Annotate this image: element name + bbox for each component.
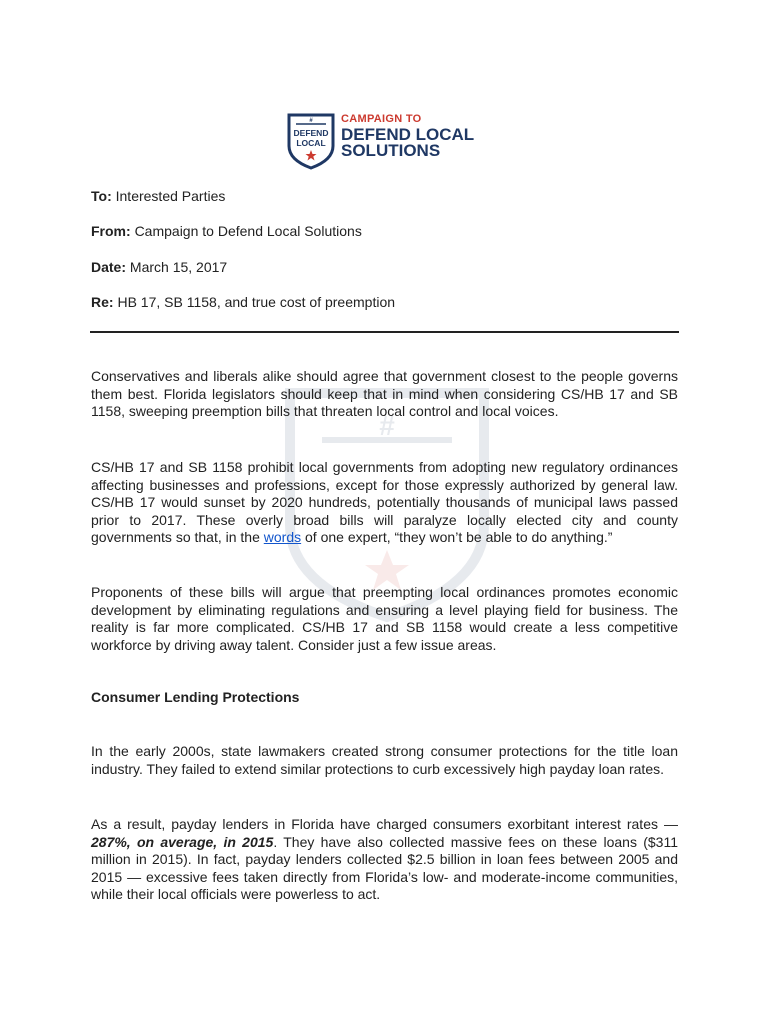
date-value: March 15, 2017 [129, 259, 228, 275]
paragraph-payday-lenders [91, 816, 678, 904]
memo-date [91, 259, 227, 275]
paragraph-preemption-text-2: of one expert, “they won’t be able to do anything.” [301, 529, 613, 546]
re-value: HB 17, SB 1158, and true cost of preemption [117, 294, 396, 310]
shield-text-local: LOCAL [296, 138, 326, 148]
shield-icon [286, 112, 336, 170]
paragraph-preemption [91, 459, 678, 547]
paragraph-proponents: Proponents of these bills will argue that preempting local ordinances promotes economic development by eliminating regulations and ensuring a level playing field for business. The reality is far more complicated. CS/HB 17 and SB 1158 would create a less competitive workforce by driving away talent. Consider just a few issue areas. [91, 584, 678, 653]
paragraph-intro: Conservatives and liberals alike should agree that government closest to the people governs them best. Florida legislators should keep that in mind when considering CS/HB 17 and SB 1158, sweeping preemption bills that threaten local control and local voices. [91, 368, 678, 420]
svg-text:#: # [309, 118, 313, 124]
re-label: Re: [91, 294, 114, 310]
interest-rate-emphasis: 287%, on average, in 2015 [91, 833, 274, 850]
shield-text-defend: DEFEND [293, 128, 329, 138]
logo-line-2: DEFEND LOCAL [341, 125, 475, 144]
from-value: Campaign to Defend Local Solutions [134, 223, 362, 239]
paragraph-early-2000s: In the early 2000s, state lawmakers created strong consumer protections for the title loan industry. They failed to extend similar protections to curb excessively high payday loan rates. [91, 743, 678, 777]
words-link[interactable]: words [263, 529, 302, 546]
memo-re [91, 294, 395, 310]
from-label: From: [91, 223, 131, 239]
to-value: Interested Parties [115, 188, 226, 204]
memo-to [91, 188, 225, 204]
logo-line-1: CAMPAIGN TO [341, 113, 422, 125]
memo-from [91, 223, 362, 239]
campaign-logo [286, 112, 486, 170]
paragraph-preemption-text-1: CS/HB 17 and SB 1158 prohibit local governments from adopting new regulatory ordinances affecting businesses and professions, except for those expressly authorized by general law. CS/HB 17 would sunset by 2020 hundreds, potentially thousands of municipal laws passed prior to 2017. These overly broad bills will paralyze locally elected city and county governments so that, in the [91, 459, 678, 546]
header-divider [90, 331, 679, 333]
svg-text:#: # [379, 410, 395, 441]
paragraph-payday-text-1: As a result, payday lenders in Florida have charged consumers exorbitant interest rates — [91, 816, 678, 832]
to-label: To: [91, 188, 112, 204]
paragraph-payday-text-2: . They have also collected massive fees on these loans ($311 million in 2015). In fact, payday lenders collected $2.5 billion in loan fees between 2005 and 2015 — excessive fees taken directly from Florida’s low- and moderate-income communities, while their local officials were powerless to act. [91, 833, 678, 903]
section-heading-consumer-lending: Consumer Lending Protections [91, 689, 300, 705]
date-label: Date: [91, 259, 127, 275]
logo-line-3: SOLUTIONS [341, 141, 441, 160]
